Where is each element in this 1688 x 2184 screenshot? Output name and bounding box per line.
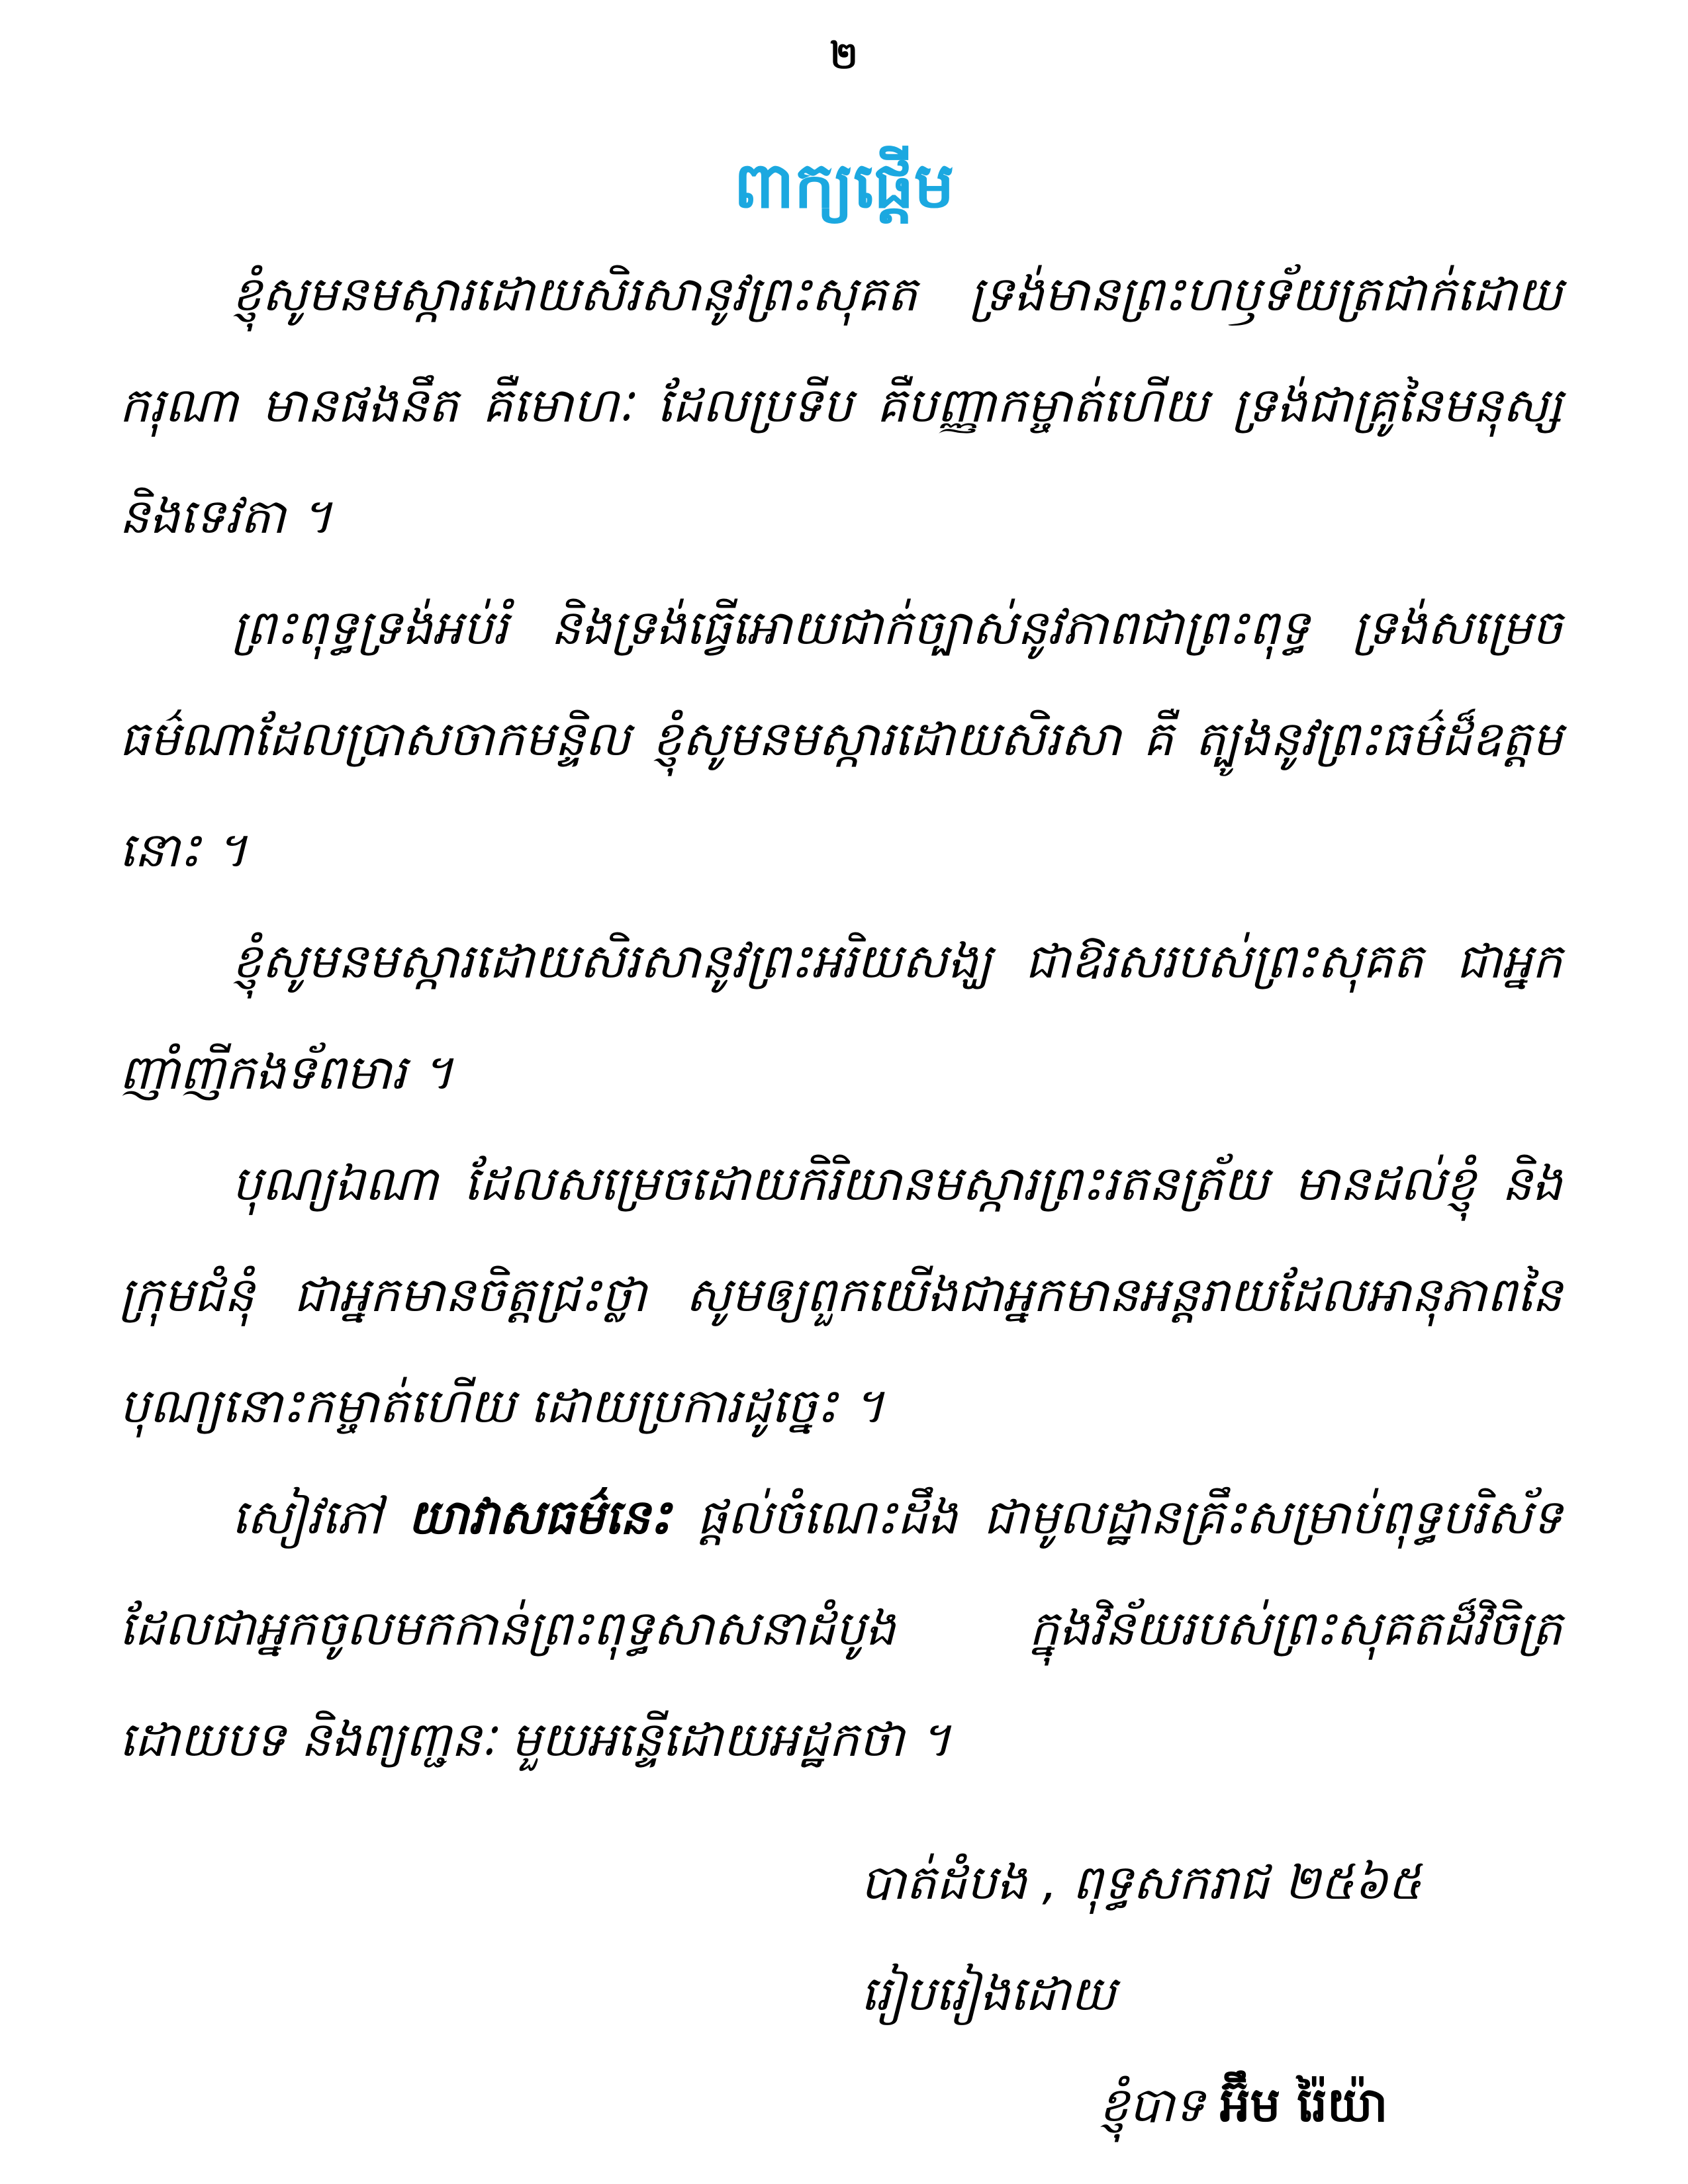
book-description-text: ផ្តល់ចំណេះដឹង ជាមូលដ្ឋានគ្រឹះសម្រាប់ពុទ្ធបរិស័ទដែលជាអ្នកចូលមកកាន់ព្រះពុទ្ធសាសនាដំបូង ក្នុងវិន័យរបស់ព្រះសុគតដ៏វិចិត្រដោយបទ និងព្យញ្ជនៈ មួយអន្ទើដោយអដ្ឋកថា ។ — [119, 1489, 1563, 1767]
paragraph-merit: បុណ្យឯណា ដែលសម្រេចដោយកិរិយានមស្ការព្រះរតនត្រ័យ មានដល់ខ្ញុំ និងក្រុមជំនុំ ជាអ្នកមានចិត្តជ្រះថ្លា សូមឲ្យពួកយើងជាអ្នកមានអន្តរាយដែលអានុភាពនៃបុណ្យនោះកម្ចាត់ហើយ ដោយប្រការដូច្នេះ ។ — [119, 1156, 1562, 1433]
paragraph-homage-buddha: ខ្ញុំសូមនមស្ការដោយសិរសានូវព្រះសុគត ទ្រង់មានព្រះហឫទ័យត្រជាក់ដោយករុណា មានផងនឹត គឺមោហៈ ដែលប្រទីប គឺបញ្ញាកម្ចាត់ហើយ ទ្រង់ជាគ្រូនៃមនុស្ស និងទេវតា ។ — [119, 266, 1562, 544]
page-number: ២ — [829, 34, 859, 77]
paragraph-homage-dhamma: ព្រះពុទ្ធទ្រង់អប់រំ និងទ្រង់ធ្វើអោយជាក់ច្បាស់នូវភាពជាព្រះពុទ្ធ ទ្រង់សម្រេចធម៌ណាដែលប្រាសចាកមន្ទិល ខ្ញុំសូមនមស្ការដោយសិរសា គឺ ត្បូងនូវព្រះធម៌ដ៏ឧត្តមនោះ ។ — [119, 600, 1562, 878]
preface-body — [119, 238, 1562, 1795]
signature-block — [861, 1827, 1589, 2160]
paragraph-book-purpose — [119, 1461, 1562, 1795]
place-date: បាត់ដំបង , ពុទ្ធសករាជ ២៥៦៥ — [861, 1854, 1422, 1910]
page-title: ពាក្យផ្តើម — [733, 148, 955, 222]
author-name: អ៊ឹម រ៉ៃយ៉ា — [1219, 2077, 1388, 2132]
book-title: យាវាសធម៌នេះ — [408, 1489, 671, 1545]
compiled-by-label: រៀបរៀងដោយ — [861, 1966, 1116, 2021]
author-line — [861, 2049, 1589, 2160]
book-intro-text: សៀវភៅ — [232, 1489, 383, 1545]
paragraph-homage-sangha: ខ្ញុំសូមនមស្ការដោយសិរសានូវព្រះអរិយសង្ឃ ជាឱរសរបស់ព្រះសុគត ជាអ្នកញាំញីកងទ័ពមារ ។ — [119, 933, 1562, 1100]
author-prefix: ខ្ញុំបាទ — [1099, 2077, 1205, 2132]
